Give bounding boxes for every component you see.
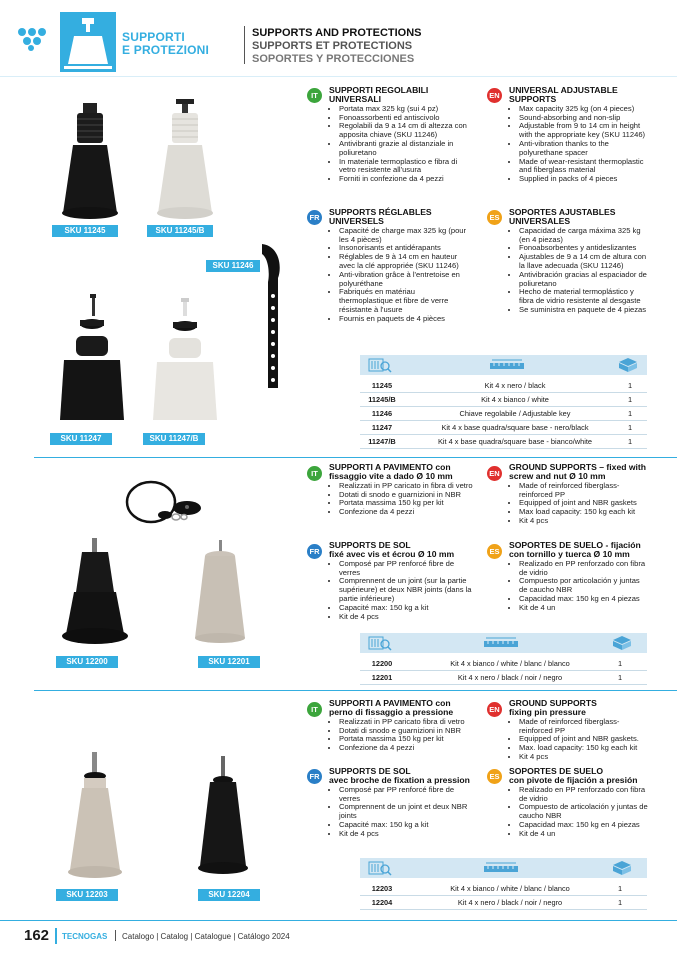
description-en: UNIVERSAL ADJUSTABLE SUPPORTS • Max capacity 325 kg (on 4 pieces) • Sound-absorbing and non-slip • Adjustable from 9 to 14 cm in height with the appropriate key (SKU 11246) • Anti-vibration thanks to the polyurethane spacer • Made of wear-resistant thermoplastic and fiberglass material • Supplied in packs of 4 pieces	[509, 86, 649, 184]
product-image-11245	[55, 95, 125, 225]
box-icon	[612, 635, 632, 651]
lang-badge-fr: FR	[307, 210, 322, 225]
description-fr: SUPPORTS DE SOL fixé avec vis et écrou Ø 10 mm • Composé par PP renforcé fibre de verres • Comprennent de un joint (sur la partie supérieure) et deux NBR joints (dans la partie inférieure) • Capacité max: 150 kg a kit • Kit de 4 pcs	[329, 541, 477, 621]
table-header	[360, 633, 647, 653]
table-row: 12204 Kit 4 x nero / black / noir / negro 1	[360, 896, 647, 910]
sku-label: SKU 11247/B	[143, 433, 205, 445]
page-title-fr: SUPPORTS ET PROTECTIONS	[252, 40, 413, 52]
description-it: SUPPORTI A PAVIMENTO con fissaggio vite a dado Ø 10 mm • Realizzati in PP caricato in fibra di vetro • Dotati di snodo e guarnizioni in NBR • Portata massima 150 kg per kit • Confezione da 4 pezzi	[329, 463, 477, 517]
header-divider	[244, 26, 245, 64]
sku-label: SKU 11245	[52, 225, 118, 237]
lang-badge-es: ES	[487, 769, 502, 784]
lang-badge-en: EN	[487, 88, 502, 103]
product-image-12201	[185, 540, 255, 650]
section-divider	[34, 457, 677, 458]
search-code-icon	[368, 635, 392, 651]
table-row: 11245/B Kit 4 x bianco / white 1	[360, 393, 647, 407]
description-es: SOPORTES DE SUELO - fijación con tornillo y tuerca Ø 10 mm • Realizado en PP renforzado con fibra de vidrio • Compuesto por articolación y juntas de caucho NBR • Capacidad max: 150 kg en 4 piezas • Kit de 4 un	[509, 541, 649, 613]
measure-icon	[484, 862, 518, 874]
sku-label: SKU 12200	[56, 656, 118, 668]
table-header	[360, 858, 647, 878]
section-divider	[34, 690, 677, 691]
page-title-en: SUPPORTS AND PROTECTIONS	[252, 27, 422, 39]
page-number: 162	[24, 927, 50, 944]
sku-label: SKU 12204	[198, 889, 260, 901]
product-image-12204	[188, 756, 258, 886]
category-title: SUPPORTI E PROTEZIONI	[122, 30, 210, 57]
lang-badge-fr: FR	[307, 769, 322, 784]
lang-badge-fr: FR	[307, 544, 322, 559]
product-table	[360, 355, 647, 452]
product-image-11247b	[145, 292, 225, 432]
box-icon	[618, 357, 638, 373]
table-row: 12201 Kit 4 x nero / black / noir / negro 1	[360, 671, 647, 685]
lang-badge-it: IT	[307, 88, 322, 103]
table-row: 11245 Kit 4 x nero / black 1	[360, 379, 647, 393]
table-row: 11247/B Kit 4 x base quadra/square base - bianco/white 1	[360, 435, 647, 449]
search-code-icon	[368, 860, 392, 876]
description-it: SUPPORTI A PAVIMENTO con perno di fissaggio a pressione • Realizzati in PP caricato fibra di vetro • Dotati di snodo e guarnizioni in NBR • Portata massima 150 kg per kit • Confezione da 4 pezzi	[329, 699, 477, 753]
sku-label: SKU 11245/B	[147, 225, 213, 237]
footer-rule	[0, 920, 677, 921]
description-en: GROUND SUPPORTS – fixed with screw and nut Ø 10 mm • Made of reinforced fiberglass-reinforced PP • Equipped of joint and NBR gaskets • Max load capacity: 150 kg each kit • Kit 4 pcs	[509, 463, 649, 526]
description-it: SUPPORTI REGOLABILI UNIVERSALI • Portata max 325 kg (sui 4 pz) • Fonoassorbenti ed antiscivolo • Regolabili da 9 a 14 cm di altezza con apposita chiave (SKU 11246) • Antivibranti grazie al distanziale in poliuretano • In materiale termoplastico e fibra di vetro resistente all'usura • Forniti in confezione da 4 pezzi	[329, 86, 471, 184]
lang-badge-en: EN	[487, 466, 502, 481]
sku-label: SKU 12201	[198, 656, 260, 668]
table-row: 12200 Kit 4 x bianco / white / blanc / blanco 1	[360, 657, 647, 671]
category-icon	[60, 12, 116, 72]
product-image-12200	[60, 538, 130, 648]
description-es: SOPORTES AJUSTABLES UNIVERSALES • Capacidad de carga máxima 325 kg (en 4 piezas) • Fonoabsorbentes y antideslizantes • Ajustables de 9 a 14 cm de altura con la llave adecuada (SKU 11246) • Antivibración gracias al espaciador de poliuretano • Hecho de material termoplástico y fibra de vidrio resistente al desgaste • Se suministra en paquete de 4 piezas	[509, 208, 649, 315]
sku-label: SKU 12203	[56, 889, 118, 901]
table-row: 12203 Kit 4 x bianco / white / blanc / blanco 1	[360, 882, 647, 896]
footer-divider	[115, 930, 116, 941]
description-fr: SUPPORTS RÉGLABLES UNIVERSELS • Capacité de charge max 325 kg (pour les 4 pièces) • Insonorisants et antidérapants • Réglables de 9 à 14 cm en hauteur avec la clé appropriée (SKU 11246) • Anti-vibration grâce à l'entretoise en polyuréthane • Fabriqués en matériau thermoplastique et fibre de verre résistante à l'usure • Fournis en paquets de 4 pièces	[329, 208, 471, 324]
description-en: GROUND SUPPORTS fixing pin pressure • Made of reinforced fiberglass-reinforced PP • Equipped of joint and NBR gaskets. • Max. load capacity: 150 kg each kit • Kit 4 pcs	[509, 699, 649, 762]
sku-label: SKU 11247	[50, 433, 112, 445]
table-header	[360, 355, 647, 375]
lang-badge-it: IT	[307, 702, 322, 717]
description-fr: SUPPORTS DE SOL avec broche de fixation a pression • Composé par PP renforcé fibre de verres • Comprennent de un joint et deux NBR joints • Capacité max: 150 kg a kit • Kit de 4 pcs	[329, 767, 477, 839]
product-image-12203	[60, 752, 130, 887]
footer-brand: TECNOGAS	[62, 932, 108, 941]
lang-badge-it: IT	[307, 466, 322, 481]
product-table	[360, 858, 647, 913]
sku-label: SKU 11246	[206, 260, 260, 272]
lang-badge-es: ES	[487, 210, 502, 225]
box-icon	[612, 860, 632, 876]
gasket-parts-image	[118, 480, 218, 530]
table-row: 11247 Kit 4 x base quadra/square base - nero/black 1	[360, 421, 647, 435]
page-title-es: SOPORTES Y PROTECCIONES	[252, 53, 415, 65]
search-code-icon	[368, 357, 392, 373]
footer-accent	[55, 928, 57, 944]
product-image-11247	[52, 292, 132, 432]
product-table	[360, 633, 647, 688]
table-row: 11246 Chiave regolabile / Adjustable key 1	[360, 407, 647, 421]
lang-badge-en: EN	[487, 702, 502, 717]
header-rule	[0, 76, 677, 77]
brand-dots-icon	[18, 28, 52, 50]
measure-icon	[484, 637, 518, 649]
lang-badge-es: ES	[487, 544, 502, 559]
adjustable-key-image	[258, 238, 288, 393]
description-es: SOPORTES DE SUELO con pivote de fijación a presión • Realizado en PP renforzado con fibra de vidrio • Compuesto de articolación y juntas de caucho NBR • Capacidad max: 150 kg en 4 piezas • Kit de 4 un	[509, 767, 649, 839]
footer-catalog: Catalogo | Catalog | Catalogue | Catálogo 2024	[122, 932, 290, 941]
product-image-11245b	[150, 95, 220, 225]
measure-icon	[490, 359, 524, 371]
